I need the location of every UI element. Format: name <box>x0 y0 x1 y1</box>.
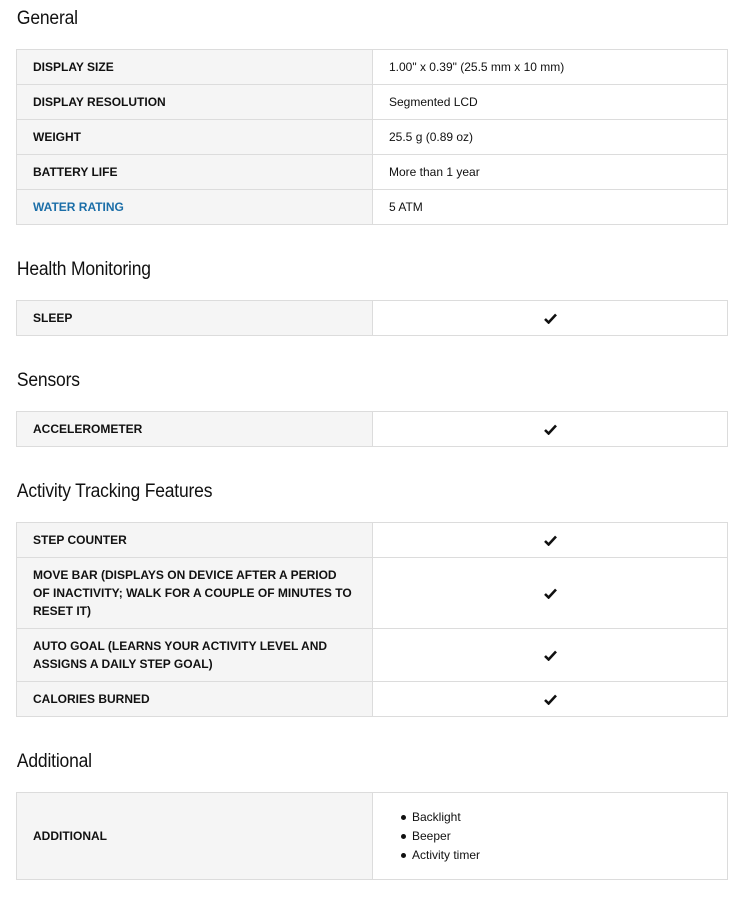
table-row <box>17 523 728 558</box>
list-item: Activity timer <box>400 846 711 865</box>
spec-label-display-size: DISPLAY SIZE <box>17 50 373 85</box>
section-activity-tracking <box>16 481 728 706</box>
spec-label-sleep: SLEEP <box>17 301 373 336</box>
list-item: Backlight <box>400 808 711 827</box>
table-row <box>17 120 728 155</box>
spec-table-sensors <box>16 411 728 447</box>
check-icon <box>544 588 557 599</box>
section-sensors <box>16 370 728 436</box>
spec-value-additional <box>373 793 728 880</box>
spec-label-step-counter: STEP COUNTER <box>17 523 373 558</box>
table-row <box>17 155 728 190</box>
spec-table-additional <box>16 792 728 880</box>
spec-label-display-resolution: DISPLAY RESOLUTION <box>17 85 373 120</box>
table-row <box>17 301 728 336</box>
section-health-monitoring <box>16 259 728 325</box>
spec-value-display-size: 1.00" x 0.39" (25.5 mm x 10 mm) <box>373 50 728 85</box>
spec-table-general <box>16 49 728 225</box>
water-rating-link[interactable]: WATER RATING <box>17 190 373 225</box>
spec-label-calories-burned: CALORIES BURNED <box>17 682 373 717</box>
table-row <box>17 190 728 225</box>
section-title-sensors: Sensors <box>16 370 80 391</box>
check-icon <box>544 424 557 435</box>
check-icon <box>544 694 557 705</box>
spec-value-display-resolution: Segmented LCD <box>373 85 728 120</box>
check-icon <box>544 650 557 661</box>
section-title-additional: Additional <box>16 751 92 772</box>
table-row <box>17 412 728 447</box>
additional-feature-list <box>400 808 711 865</box>
spec-value-water-rating: 5 ATM <box>373 190 728 225</box>
spec-value-move-bar <box>373 558 728 629</box>
spec-value-battery-life: More than 1 year <box>373 155 728 190</box>
spec-value-calories-burned <box>373 682 728 717</box>
check-icon <box>544 313 557 324</box>
spec-value-weight: 25.5 g (0.89 oz) <box>373 120 728 155</box>
spec-label-move-bar: MOVE BAR (DISPLAYS ON DEVICE AFTER A PERIOD OF INACTIVITY; WALK FOR A COUPLE OF MINUTES TO RESET IT) <box>17 558 373 629</box>
check-icon <box>544 535 557 546</box>
list-item: Beeper <box>400 827 711 846</box>
spec-label-auto-goal: AUTO GOAL (LEARNS YOUR ACTIVITY LEVEL AND ASSIGNS A DAILY STEP GOAL) <box>17 629 373 682</box>
table-row <box>17 558 728 629</box>
spec-value-sleep <box>373 301 728 336</box>
section-additional <box>16 751 728 862</box>
spec-table-activity-tracking <box>16 522 728 717</box>
section-title-health-monitoring: Health Monitoring <box>16 259 151 280</box>
table-row <box>17 682 728 717</box>
section-general <box>16 8 728 214</box>
spec-table-health-monitoring <box>16 300 728 336</box>
spec-label-additional: ADDITIONAL <box>17 793 373 880</box>
spec-label-battery-life: BATTERY LIFE <box>17 155 373 190</box>
section-title-activity-tracking: Activity Tracking Features <box>16 481 213 502</box>
table-row <box>17 793 728 880</box>
section-title-general: General <box>16 8 78 29</box>
table-row <box>17 629 728 682</box>
spec-value-accelerometer <box>373 412 728 447</box>
spec-label-accelerometer: ACCELEROMETER <box>17 412 373 447</box>
table-row <box>17 85 728 120</box>
spec-value-auto-goal <box>373 629 728 682</box>
table-row <box>17 50 728 85</box>
spec-value-step-counter <box>373 523 728 558</box>
spec-label-weight: WEIGHT <box>17 120 373 155</box>
